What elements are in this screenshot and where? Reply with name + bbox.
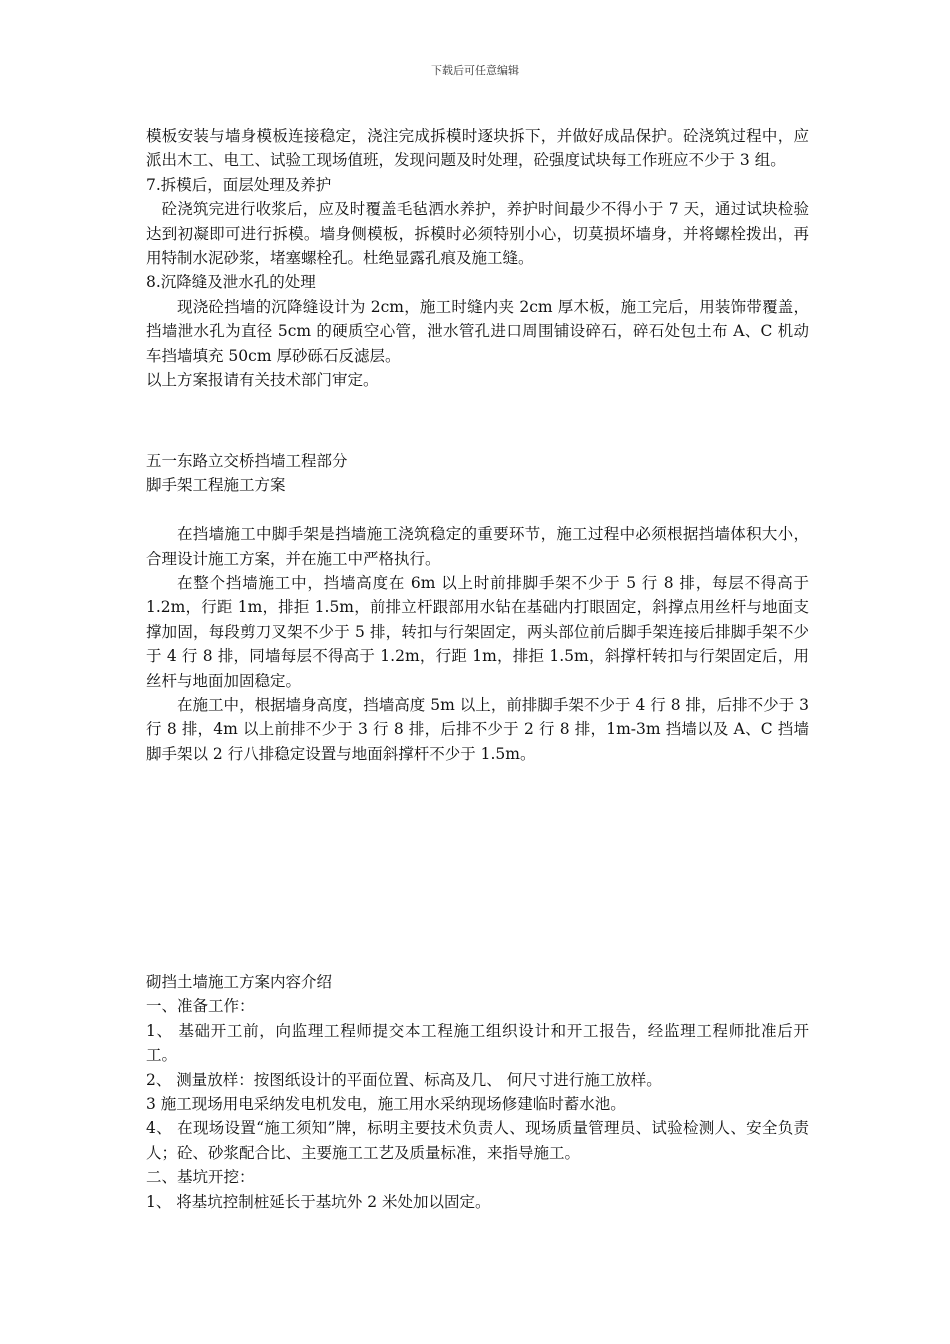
list-item: 3 施工现场用电采纳发电机发电，施工用水采纳现场修建临时蓄水池。 [146,1095,626,1114]
closing-line: 以上方案报请有关技术部门审定。 [146,371,379,390]
list-item: 1、 将基坑控制桩延长于基坑外 2 米处加以固定。 [146,1192,491,1211]
heading-7: 7.拆模后，面层处理及养护 [146,175,332,194]
list-item: 4、 在现场设置“施工须知”牌，标明主要技术负责人、现场质量管理员、试验检测人、安全负责人；砼、砂浆配合比、主要施工工艺及质量标准，来指导施工。 [146,1119,809,1162]
section-scaffolding [146,449,809,766]
list-item: 2、 测量放样：按图纸设计的平面位置、标高及几、 何尺寸进行施工放样。 [146,1070,662,1089]
section-subtitle: 脚手架工程施工方案 [146,476,286,495]
page-header: 下载后可任意编辑 [431,64,519,77]
section-title: 五一东路立交桥挡墙工程部分 [146,452,348,470]
paragraph: 在整个挡墙施工中，挡墙高度在 6m 以上时前排脚手架不少于 5 行 8 排，每层不得高于 1.2m，行距 1m，排拒 1.5m，前排立杆跟部用水钻在基础内打眼固定，斜撑点用丝杆与地面支撑加固，每段剪刀叉架不少于 5 排，转扣与行架固定，两头部位前后脚手架连接后排脚手架不少于 4 行 8 排，同墙每层不得高于 1.2m，行距 1m，排拒 1.5m，斜撑杆转扣与行架固定后，用丝杆与地面加固稳定。 [146,574,809,690]
paragraph: 砼浇筑完进行收浆后，应及时覆盖毛毡洒水养护，养护时间最少不得小于 7 天，通过试块检验达到初凝即可进行拆模。墙身侧模板，拆模时必须特别小心，切莫损坏墙身，并将螺栓拨出，再用特制水泥砂浆，堵塞螺栓孔。杜绝显露孔痕及施工缝。 [146,200,809,268]
heading-prep: 一、准备工作： [146,997,255,1016]
heading-8: 8.沉降缝及泄水孔的处理 [146,273,316,292]
blank-line [146,498,809,522]
section-retaining-wall [146,970,809,1214]
heading-excavation: 二、基坑开挖： [146,1168,255,1187]
paragraph: 现浇砼挡墙的沉降缝设计为 2cm，施工时缝内夹 2cm 厚木板，施工完后，用装饰带覆盖，挡墙泄水孔为直径 5cm 的硬质空心管，泄水管孔进口周围铺设碎石，碎石处包土布 A、C 机动车挡墙填充 50cm 厚砂砾石反滤层。 [146,297,809,365]
list-item: 1、 基础开工前，向监理工程师提交本工程施工组织设计和开工报告，经监理工程师批准后开工。 [146,1021,809,1065]
section-formwork [146,124,809,392]
paragraph: 在施工中，根据墙身高度，挡墙高度 5m 以上，前排脚手架不少于 4 行 8 排，后排不少于 3 行 8 排，4m 以上前排不少于 3 行 8 排，后排不少于 2 行 8 排，1m-3m 挡墙以及 A、C 挡墙脚手架以 2 行八排稳定设置与地面斜撑杆不少于 1.5m。 [146,696,809,763]
paragraph: 在挡墙施工中脚手架是挡墙施工浇筑稳定的重要环节，施工过程中必须根据挡墙体积大小，合理设计施工方案，并在施工中严格执行。 [146,525,809,568]
section-title: 砌挡土墙施工方案内容介绍 [146,973,333,991]
paragraph: 模板安装与墙身模板连接稳定，浇注完成拆模时逐块拆下，并做好成品保护。砼浇筑过程中，应派出木工、电工、试验工现场值班，发现问题及时处理，砼强度试块每工作班应不少于 3 组。 [146,127,809,170]
